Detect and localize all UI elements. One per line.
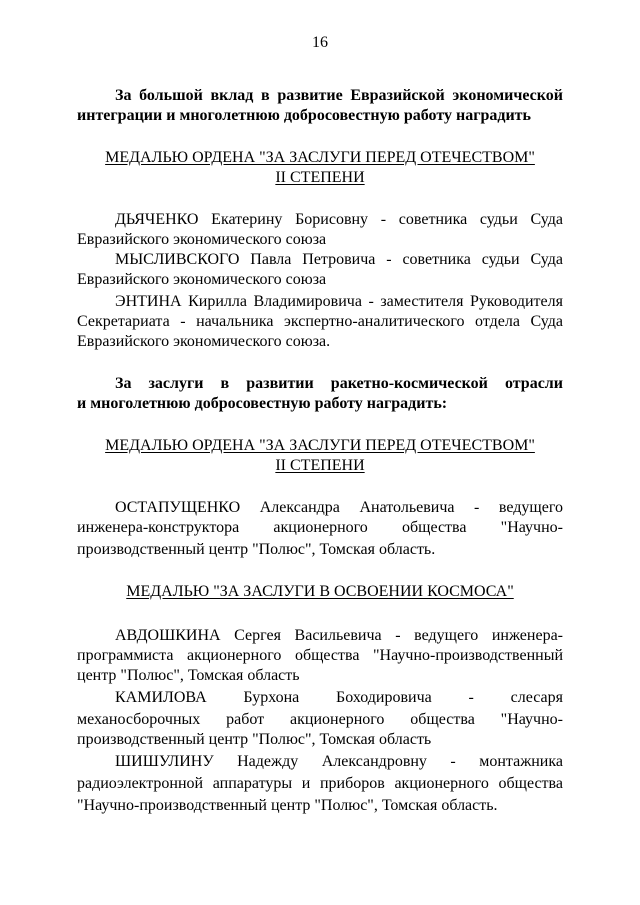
section2-intro-line1: За заслуги в развитии ракетно-космической отрасли (115, 375, 563, 392)
recipient-entin-line2: Секретариата - начальника экспертно-аналитического отдела Суда (77, 313, 563, 330)
recipient-kamilov-line3: производственный центр "Полюс", Томская область (77, 731, 432, 748)
recipient-shishulina-line1: ШИШУЛИНУ Надежду Александровну - монтажника (115, 753, 563, 770)
section3-award-title (0, 582, 640, 602)
recipient-myslivsky-line2: Евразийского экономического союза (77, 271, 327, 288)
section2-award-line2: II СТЕПЕНИ (275, 457, 365, 474)
recipient-avdoshkin-line1: АВДОШКИНА Сергея Васильевича - ведущего инженера- (115, 627, 563, 644)
section2-award-title (0, 436, 640, 456)
recipient-entin-line1: ЭНТИНА Кирилла Владимировича - заместителя Руководителя (115, 293, 563, 310)
recipient-dyachenko-line2: Евразийского экономического союза (77, 231, 327, 248)
section1-award-degree (0, 168, 640, 188)
recipient-shishulina-line2: радиоэлектронной аппаратуры и приборов акционерного общества (77, 775, 563, 792)
recipient-avdoshkin-line2: программиста акционерного общества "Научно-производственный (77, 647, 563, 664)
recipient-dyachenko-line1: ДЬЯЧЕНКО Екатерину Борисовну - советника судьи Суда (115, 211, 563, 228)
section2-award-line1: МЕДАЛЬЮ ОРДЕНА "ЗА ЗАСЛУГИ ПЕРЕД ОТЕЧЕСТВОМ" (105, 437, 535, 454)
section1-intro-line1: За большой вклад в развитие Евразийской экономической (115, 87, 563, 104)
recipient-kamilov-line1: КАМИЛОВА Бурхона Боходировича - слесаря (115, 689, 563, 706)
section1-award-title (0, 148, 640, 168)
section1-intro-line2: интеграции и многолетнюю добросовестную работу наградить (77, 107, 531, 124)
recipient-shishulina-line3: "Научно-производственный центр "Полюс", Томская область. (77, 797, 498, 814)
section2-award-degree (0, 456, 640, 476)
recipient-myslivsky-line1: МЫСЛИВСКОГО Павла Петровича - советника судьи Суда (115, 251, 563, 268)
recipient-ostapushchenko-line3: производственный центр "Полюс", Томская область. (77, 541, 436, 558)
section1-award-line2: II СТЕПЕНИ (275, 169, 365, 186)
recipient-ostapushchenko-line2: инженера-конструктора акционерного общества "Научно- (77, 519, 563, 536)
page-number: 16 (312, 34, 328, 51)
section2-intro-line2: и многолетнюю добросовестную работу наградить: (77, 395, 448, 412)
recipient-ostapushchenko-line1: ОСТАПУЩЕНКО Александра Анатольевича - ведущего (115, 499, 563, 516)
section3-award-line1: МЕДАЛЬЮ "ЗА ЗАСЛУГИ В ОСВОЕНИИ КОСМОСА" (126, 583, 514, 600)
section1-award-line1: МЕДАЛЬЮ ОРДЕНА "ЗА ЗАСЛУГИ ПЕРЕД ОТЕЧЕСТВОМ" (105, 149, 535, 166)
recipient-entin-line3: Евразийского экономического союза. (77, 333, 331, 350)
recipient-avdoshkin-line3: центр "Полюс", Томская область (77, 667, 300, 684)
recipient-kamilov-line2: механосборочных работ акционерного общества "Научно- (77, 711, 563, 728)
